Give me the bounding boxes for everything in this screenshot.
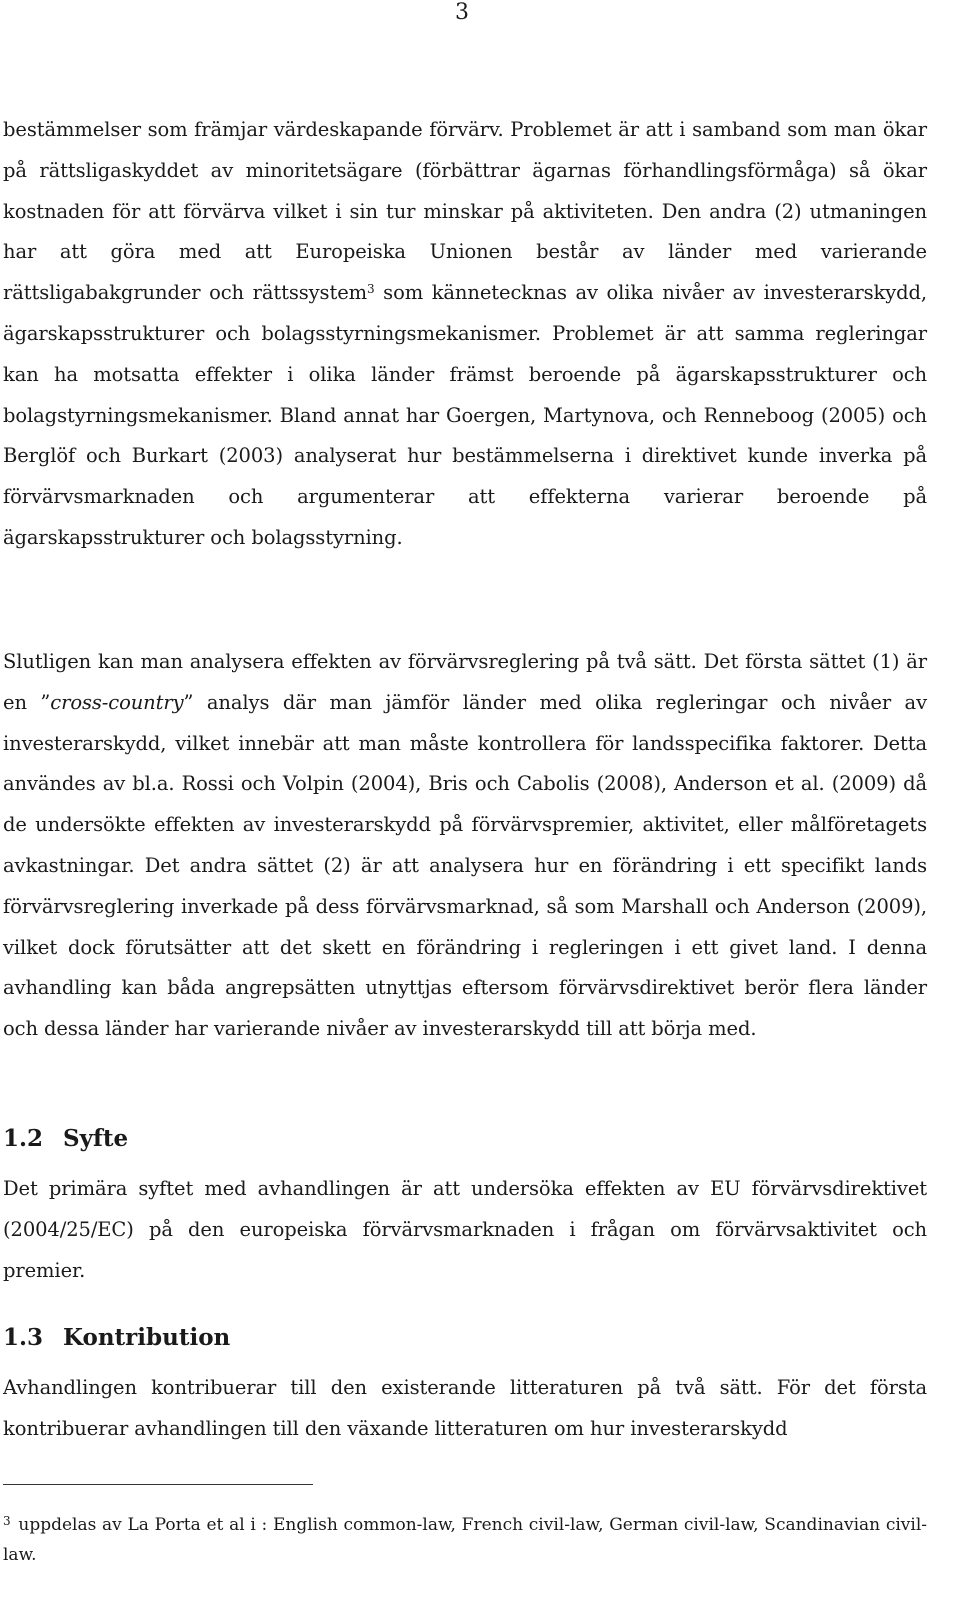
paragraph-analysis-methods bbox=[3, 642, 927, 1050]
paragraph-contribution: Avhandlingen kontribuerar till den existerande litteraturen på två sätt. För det första kontribuerar avhandlingen till den växande litteraturen om hur investerarskydd bbox=[3, 1376, 927, 1440]
emphasis-term: cross-country bbox=[50, 690, 184, 714]
footnote-mark: 3 bbox=[3, 1514, 11, 1528]
paragraph-text: Slutligen kan man analysera effekten av förvärvsreglering på två sätt. Det första sättet (1) är en ” bbox=[3, 650, 927, 714]
section-heading-syfte bbox=[3, 1121, 128, 1157]
section-title: Kontribution bbox=[63, 1324, 231, 1351]
paragraph-challenges bbox=[3, 110, 927, 559]
footnote-reference[interactable]: 3 bbox=[367, 282, 375, 297]
footnote bbox=[3, 1510, 927, 1570]
section-number: 1.3 bbox=[3, 1324, 44, 1351]
page-number: 3 bbox=[455, 0, 469, 25]
paragraph-text: som kännetecknas av olika nivåer av investerarskydd, ägarskapsstrukturer och bolagsstyrningsmekanismer. Problemet är att samma regleringar kan ha motsatta effekter i olika länder främst beroende på ägarskapsstrukturer och bolagstyrningsmekanismer. Bland annat har Goergen, Martynova, och Renneboog (2005) och Berglöf och Burkart (2003) analyserat hur bestämmelserna i direktivet kunde inverka på förvärvsmarknaden och argumenterar att effekterna varierar beroende på ägarskapsstrukturer och bolagsstyrning. bbox=[3, 281, 927, 549]
section-number: 1.2 bbox=[3, 1125, 44, 1152]
footnote-divider bbox=[3, 1484, 313, 1485]
section-title: Syfte bbox=[63, 1125, 129, 1152]
paragraph-purpose: Det primära syftet med avhandlingen är att undersöka effekten av EU förvärvsdirektivet (2004/25/EC) på den europeiska förvärvsmarknaden i frågan om förvärvsaktivitet och premier. bbox=[3, 1177, 927, 1282]
paragraph-text: ” analys där man jämför länder med olika regleringar och nivåer av investerarskydd, vilket innebär att man måste kontrollera för landsspecifika faktorer. Detta användes av bl.a. Rossi och Volpin (2004), Bris och Cabolis (2008), Anderson et al. (2009) då de undersökte effekten av investerarskydd på förvärvspremier, aktivitet, eller målföretagets avkastningar. Det andra sättet (2) är att analysera hur en förändring i ett specifikt lands förvärvsreglering inverkade på dess förvärvsmarknad, så som Marshall och Anderson (2009), vilket dock förutsätter att det skett en förändring i regleringen i ett givet land. I denna avhandling kan båda angrepsätten utnyttjas eftersom förvärvsdirektivet berör flera länder och dessa länder har varierande nivåer av investerarskydd till att börja med. bbox=[3, 690, 927, 1041]
section-heading-kontribution bbox=[3, 1320, 230, 1356]
paragraph-text: bestämmelser som främjar värdeskapande förvärv. Problemet är att i samband som man ökar på rättsligaskyddet av minoritetsägare (förbättrar ägarnas förhandlingsförmåga) så ökar kostnaden för att förvärva vilket i sin tur minskar på aktiviteten. Den andra (2) utmaningen har att göra med att Europeiska Unionen består av länder med varierande rättsligabakgrunder och rättssystem bbox=[3, 118, 927, 305]
footnote-text: uppdelas av La Porta et al i : English common-law, French civil-law, German civil-law, Scandinavian civil-law. bbox=[3, 1515, 927, 1565]
